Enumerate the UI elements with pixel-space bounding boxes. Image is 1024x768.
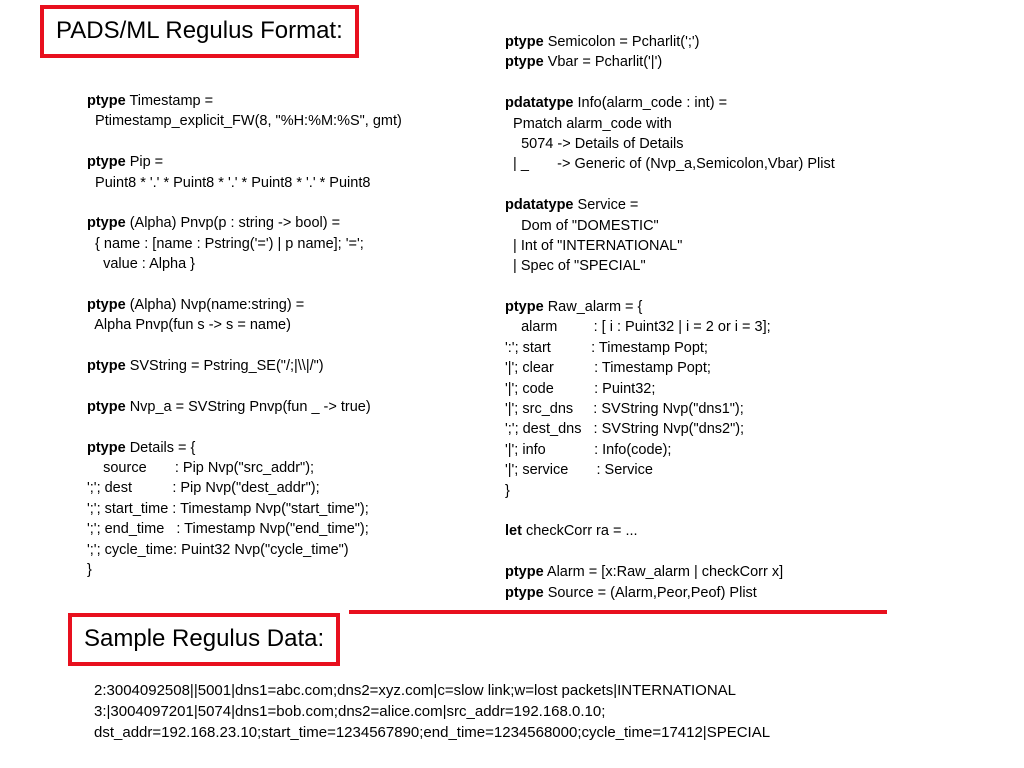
sample-title: Sample Regulus Data: <box>84 625 325 652</box>
code-line <box>505 419 835 439</box>
code-text: Semicolon = Pcharlit(';') <box>543 34 700 50</box>
code-text: checkCorr ra = ... <box>521 523 638 540</box>
code-line <box>505 52 835 72</box>
code-text: Alarm = [x:Raw_alarm | checkCorr x] <box>543 564 784 581</box>
code-line <box>505 440 835 460</box>
code-line <box>87 234 402 254</box>
code-text: Info(alarm_code : int) = <box>573 95 728 112</box>
code-text: Service = <box>573 197 639 214</box>
code-text: (Alpha) Pnvp(p : string -> bool) = <box>125 215 341 232</box>
code-line <box>87 275 402 295</box>
code-line <box>87 397 402 417</box>
code-text: Ptimestamp_explicit_FW(8, "%H:%M:%S", gmt) <box>87 113 402 130</box>
code-keyword: ptype <box>505 34 544 50</box>
code-text: Puint8 * '.' * Puint8 * '.' * Puint8 * '.' * Puint8 <box>87 174 371 191</box>
code-line <box>505 358 835 378</box>
code-line <box>505 277 835 297</box>
code-text: Timestamp = <box>125 93 214 109</box>
code-line <box>87 111 402 131</box>
code-text: '|'; info : Info(code); <box>505 441 672 458</box>
code-line <box>87 336 402 356</box>
code-text: Alpha Pnvp(fun s -> s = name) <box>87 317 291 334</box>
code-line <box>87 519 402 539</box>
code-text: ':'; start : Timestamp Popt; <box>505 339 708 356</box>
code-line <box>87 213 402 233</box>
sample-title-box <box>68 613 340 666</box>
code-text: ';'; dest_dns : SVString Nvp("dns2"); <box>505 421 745 438</box>
code-keyword: pdatatype <box>505 95 574 112</box>
code-text: Pip = <box>125 154 164 171</box>
code-keyword: let <box>505 523 522 540</box>
code-line <box>505 93 835 113</box>
code-line <box>87 91 402 111</box>
code-text: { name : [name : Pstring('=') | p name]; '='; <box>87 235 364 252</box>
code-text: Pmatch alarm_code with <box>505 115 672 132</box>
code-keyword: ptype <box>87 296 126 313</box>
code-line <box>505 583 835 603</box>
code-line <box>505 399 835 419</box>
code-text: | Int of "INTERNATIONAL" <box>505 237 683 254</box>
code-line <box>505 501 835 521</box>
code-line <box>87 540 402 560</box>
code-text: Source = (Alarm,Peor,Peof) Plist <box>543 584 757 601</box>
code-line <box>87 438 402 458</box>
code-line <box>505 32 835 52</box>
code-text: (Alpha) Nvp(name:string) = <box>125 296 305 313</box>
code-line <box>87 193 402 213</box>
code-line <box>505 297 835 317</box>
code-line <box>87 499 402 519</box>
code-line <box>505 216 835 236</box>
code-text: SVString = Pstring_SE("/;|\\|/") <box>125 358 324 375</box>
code-line <box>87 152 402 172</box>
code-text: ';'; dest : Pip Nvp("dest_addr"); <box>87 480 320 497</box>
code-line <box>87 458 402 478</box>
code-text: | Spec of "SPECIAL" <box>505 258 646 275</box>
code-text: '|'; service : Service <box>505 462 653 479</box>
code-keyword: ptype <box>87 93 126 109</box>
code-line <box>87 173 402 193</box>
code-line <box>505 562 835 582</box>
code-text: value : Alpha } <box>87 256 196 273</box>
code-text: Vbar = Pcharlit('|') <box>543 54 663 71</box>
sample-data-line: 3:|3004097201|5074|dns1=bob.com;dns2=alice.com|src_addr=192.168.0.10; <box>94 703 606 720</box>
code-line <box>505 379 835 399</box>
code-line <box>505 195 835 215</box>
code-keyword: ptype <box>87 439 126 456</box>
code-line <box>87 417 402 437</box>
code-line <box>87 560 402 580</box>
code-keyword: ptype <box>87 215 126 232</box>
code-line <box>87 478 402 498</box>
left-code-column <box>87 91 402 580</box>
code-line <box>505 175 835 195</box>
code-text: ';'; end_time : Timestamp Nvp("end_time"); <box>87 521 369 538</box>
code-line <box>505 481 835 501</box>
code-text: Nvp_a = SVString Pnvp(fun _ -> true) <box>125 398 371 415</box>
code-line <box>87 295 402 315</box>
code-keyword: pdatatype <box>505 197 574 214</box>
code-line <box>87 132 402 152</box>
code-line <box>505 256 835 276</box>
code-keyword: ptype <box>505 54 544 71</box>
code-line <box>505 73 835 93</box>
code-text: 5074 -> Details of Details <box>505 135 684 152</box>
section-divider <box>349 610 887 614</box>
code-text: } <box>87 561 92 578</box>
code-line <box>505 521 835 541</box>
code-line <box>505 236 835 256</box>
code-line <box>87 254 402 274</box>
sample-data-block <box>94 680 770 743</box>
code-line <box>505 317 835 337</box>
code-line <box>505 460 835 480</box>
code-text: ';'; start_time : Timestamp Nvp("start_time"); <box>87 500 369 517</box>
code-keyword: ptype <box>87 398 126 415</box>
code-line <box>505 154 835 174</box>
code-text: '|'; src_dns : SVString Nvp("dns1"); <box>505 401 744 418</box>
code-text: source : Pip Nvp("src_addr"); <box>87 460 315 477</box>
sample-data-line: 2:3004092508||5001|dns1=abc.com;dns2=xyz.com|c=slow link;w=lost packets|INTERNATIONAL <box>94 682 737 699</box>
code-text: alarm : [ i : Puint32 | i = 2 or i = 3]; <box>505 319 771 336</box>
format-title-box <box>40 5 359 58</box>
code-text: '|'; clear : Timestamp Popt; <box>505 360 711 377</box>
right-code-column <box>505 32 835 603</box>
code-text: } <box>505 482 510 499</box>
code-keyword: ptype <box>505 564 544 581</box>
code-keyword: ptype <box>87 154 126 171</box>
code-line <box>87 356 402 376</box>
sample-data-line: dst_addr=192.168.23.10;start_time=1234567890;end_time=1234568000;cycle_time=17412|SPECIAL <box>94 724 771 741</box>
format-title: PADS/ML Regulus Format: <box>56 17 343 44</box>
code-line <box>505 338 835 358</box>
code-keyword: ptype <box>87 358 126 375</box>
code-text: | _ -> Generic of (Nvp_a,Semicolon,Vbar) Plist <box>505 156 835 173</box>
code-text: '|'; code : Puint32; <box>505 380 656 397</box>
code-line <box>505 134 835 154</box>
code-text: Details = { <box>125 439 196 456</box>
code-line <box>87 376 402 396</box>
code-line <box>505 542 835 562</box>
code-line <box>87 315 402 335</box>
code-keyword: ptype <box>505 299 544 316</box>
code-text: Dom of "DOMESTIC" <box>505 217 659 234</box>
code-text: Raw_alarm = { <box>543 299 643 316</box>
code-text: ';'; cycle_time: Puint32 Nvp("cycle_time") <box>87 541 349 558</box>
code-keyword: ptype <box>505 584 544 601</box>
code-line <box>505 114 835 134</box>
